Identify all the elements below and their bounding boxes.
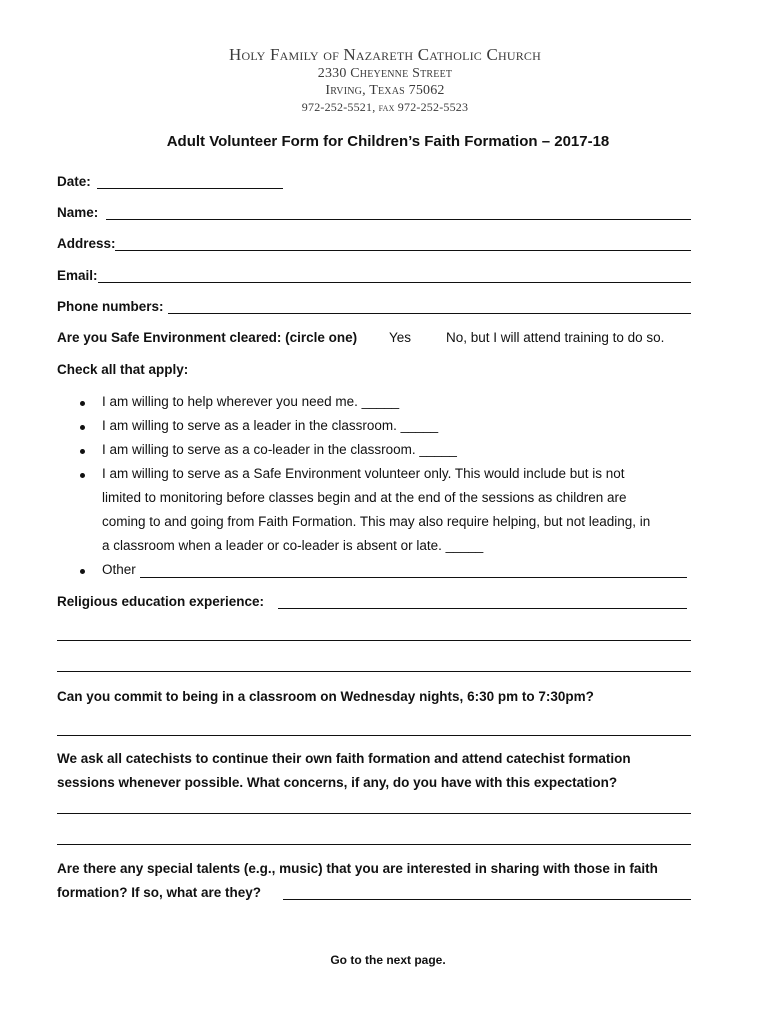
talents-question — [57, 857, 658, 905]
catechist-question-line2: sessions whenever possible. What concerns, if any, do you have with this expectation? — [57, 775, 618, 790]
name-label: Name: — [57, 205, 99, 220]
religious-ed-field[interactable] — [278, 608, 687, 609]
address-label: Address: — [57, 236, 116, 251]
talents-question-line2: formation? If so, what are they? — [57, 885, 262, 900]
option-other-text: Other — [102, 562, 136, 577]
church-name: Holy Family of Nazareth Catholic Church — [229, 45, 541, 64]
bullet-icon — [80, 425, 85, 430]
church-city: Irving, Texas 75062 — [325, 83, 445, 98]
option-help-text: I am willing to help wherever you need me. _____ — [102, 394, 400, 409]
safe-env-option-yes[interactable]: Yes — [389, 330, 412, 345]
phone-label: Phone numbers: — [57, 299, 164, 314]
option-safe-text-line2: limited to monitoring before classes begin and at the end of the sessions as children are — [102, 490, 627, 505]
wednesday-field[interactable] — [57, 735, 691, 736]
catechist-field-line2[interactable] — [57, 844, 691, 845]
next-page-note: Go to the next page. — [330, 953, 446, 967]
catechist-field[interactable] — [57, 813, 691, 814]
email-field[interactable] — [98, 282, 691, 283]
talents-field[interactable] — [283, 899, 691, 900]
option-safe-text-line4: a classroom when a leader or co-leader is absent or late. _____ — [102, 538, 484, 553]
church-phone: 972-252-5521, fax 972-252-5523 — [301, 100, 469, 114]
option-coleader-text: I am willing to serve as a co-leader in the classroom. _____ — [102, 442, 457, 457]
talents-question-line1: Are there any special talents (e.g., music) that you are interested in sharing with those in faith — [57, 861, 658, 876]
other-field[interactable] — [140, 577, 687, 578]
bullet-icon — [80, 473, 85, 478]
email-label: Email: — [57, 268, 98, 283]
option-leader-text: I am willing to serve as a leader in the classroom. _____ — [102, 418, 439, 433]
catechist-question — [57, 747, 631, 795]
bullet-icon — [80, 449, 85, 454]
option-safe-text-line3: coming to and going from Faith Formation. This may also require helping, but not leading, in — [102, 514, 651, 529]
phone-field[interactable] — [168, 313, 691, 314]
name-field[interactable] — [106, 219, 691, 220]
check-all-heading: Check all that apply: — [57, 362, 189, 377]
date-label: Date: — [57, 174, 91, 189]
safe-env-option-no[interactable]: No, but I will attend training to do so. — [446, 330, 665, 345]
religious-ed-field-line2[interactable] — [57, 640, 691, 641]
safe-environment-question: Are you Safe Environment cleared: (circle one) — [57, 330, 358, 345]
bullet-icon — [80, 401, 85, 406]
religious-ed-question: Religious education experience: — [57, 594, 265, 609]
form-title: Adult Volunteer Form for Children’s Faith Formation – 2017-18 — [166, 133, 610, 150]
catechist-question-line1: We ask all catechists to continue their own faith formation and attend catechist formation — [57, 751, 631, 766]
date-field[interactable] — [97, 188, 283, 189]
church-street: 2330 Cheyenne Street — [317, 66, 453, 81]
option-safe-text-line1: I am willing to serve as a Safe Environment volunteer only. This would include but is not — [102, 466, 625, 481]
religious-ed-field-line3[interactable] — [57, 671, 691, 672]
bullet-icon — [80, 569, 85, 574]
address-field[interactable] — [115, 250, 691, 251]
wednesday-question: Can you commit to being in a classroom on Wednesday nights, 6:30 pm to 7:30pm? — [57, 689, 594, 704]
